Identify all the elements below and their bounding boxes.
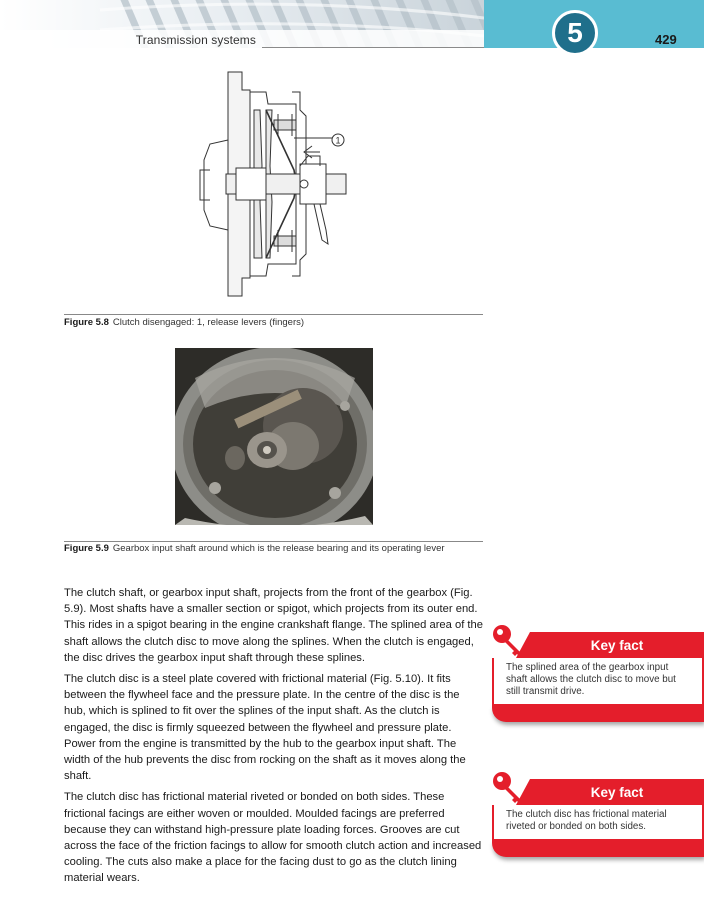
section-title: Transmission systems [135,33,256,47]
key-fact-title: Key fact [590,637,644,653]
key-fact-text: The splined area of the gearbox input shaft allows the clutch disc to move but still transmit drive. [492,658,704,706]
key-fact-title: Key fact [590,784,644,800]
figure-label: Figure 5.8 [64,317,109,328]
key-fact-footer [492,706,704,722]
paragraph: The clutch disc has frictional material riveted or bonded on both sides. These frictional facings are either woven or moulded. Moulded facings are preferred because they can withstand high-pressure plate loading forces. Grooves are cut across the face of the friction facings to allow for smooth clutch action and increased cooling. The cuts also make a place for the facing dust to go as the clutch lining material wears. [64,791,482,885]
figure-5-8-caption [64,317,304,328]
key-fact-box [492,632,704,722]
paragraph: The clutch disc is a steel plate covered with frictional material (Fig. 5.10). It fits between the flywheel face and the pressure plate. In the centre of the disc is the hub, which is splined to fit over the splines of the input shaft. As the clutch is engaged, the disc is firmly squeezed between the flywheel and pressure plate. Power from the engine is transmitted by the hub to the gearbox input shaft. The width of the hub prevents the disc from rocking on the shaft as it moves along the shaft. [64,673,466,783]
header-band [0,0,484,48]
header-rule [262,47,484,48]
key-fact-header [530,632,704,658]
callout-label: 1 [335,135,341,146]
figure-caption-text: Gearbox input shaft around which is the release bearing and its operating lever [112,543,445,554]
body-text [64,585,484,892]
paragraph: The clutch shaft, or gearbox input shaft, projects from the front of the gearbox (Fig. 5.9). Most shafts have a smaller section or spigot, which projects from its outer end. This rides in a spigot bearing in the engine crankshaft flange. The splined area of the shaft allows the clutch disc to move along the splines. When the clutch is engaged, the disc drives the gearbox input shaft through these splines. [64,587,483,664]
gearbox-input-shaft-photo [175,348,373,525]
figure-5-9-caption [64,543,445,554]
key-fact-footer [492,841,704,857]
figure-rule [64,541,483,542]
chapter-number-badge: 5 [552,10,598,56]
clutch-disengaged-diagram [196,70,356,298]
key-fact-header [530,779,704,805]
key-fact-box [492,779,704,857]
figure-caption-text: Clutch disengaged: 1, release levers (fingers) [112,317,305,328]
figure-rule [64,314,483,315]
page-number: 429 [655,32,677,47]
figure-label: Figure 5.9 [64,543,109,554]
key-fact-text: The clutch disc has frictional material riveted or bonded on both sides. [492,805,704,841]
